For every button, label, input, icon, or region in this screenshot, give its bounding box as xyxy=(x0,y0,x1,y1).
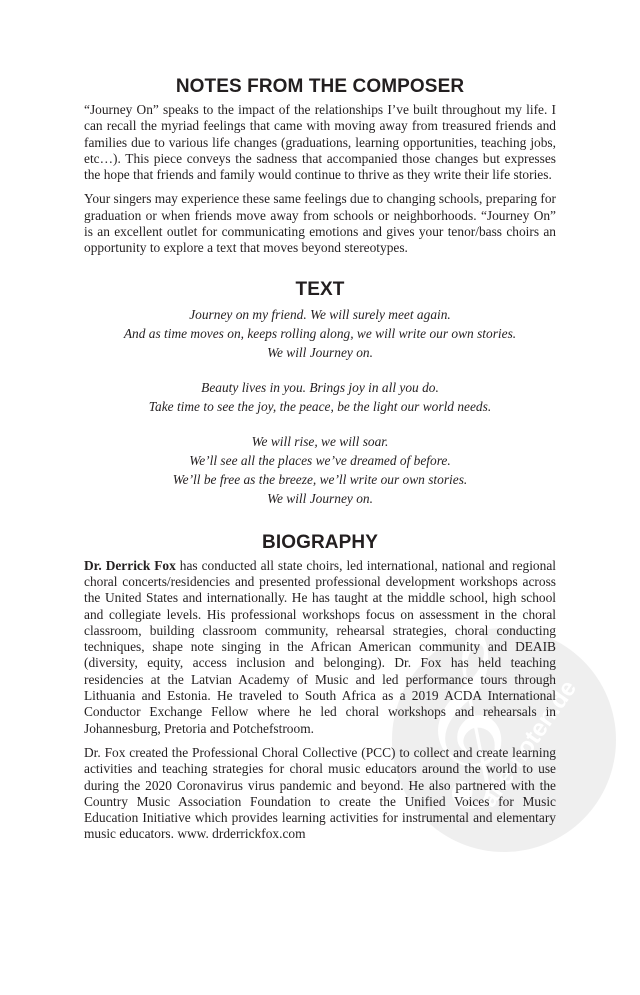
lyric-line: And as time moves on, keeps rolling along, we will write our own stories. xyxy=(123,325,517,341)
biography-paragraph xyxy=(84,558,556,737)
biography-heading: BIOGRAPHY xyxy=(262,531,378,553)
stanza xyxy=(84,378,556,416)
composer-name: Dr. Derrick Fox xyxy=(84,557,176,573)
lyric-line: We will rise, we will soar. xyxy=(251,433,389,449)
notes-paragraph: Your singers may experience these same feelings due to changing schools, preparing for graduation or when friends move away from schools or neighborhoods. “Journey On” is an excellent outlet for communicating emotions and gives your tenor/bass choirs an opportunity to explore a text that moves beyond stereotypes. xyxy=(84,191,557,256)
notes-paragraph: “Journey On” speaks to the impact of the relationships I’ve built throughout my life. I can recall the myriad feelings that came with moving away from treasured friends and families due to various life changes (graduations, learning opportunities, teaching jobs, etc…). This piece conveys the sadness that accompanied those changes but expresses the hope that friends and family would continue to thrive as they write their life stories. xyxy=(84,102,556,183)
treble-clef-icon: 𝄞 xyxy=(420,632,509,798)
lyric-line: Beauty lives in you. Brings joy in all you do. xyxy=(201,379,439,395)
lyrics xyxy=(84,305,556,508)
lyric-line: Journey on my friend. We will surely meet again. xyxy=(189,306,451,322)
stanza xyxy=(84,432,556,508)
lyric-line: We’ll see all the places we’ve dreamed of before. xyxy=(189,452,451,468)
notes-heading: NOTES FROM THE COMPOSER xyxy=(175,76,465,97)
text-heading: TEXT xyxy=(295,278,345,300)
lyric-line: We will Journey on. xyxy=(267,344,373,360)
page-content xyxy=(84,76,556,851)
lyric-line: We will Journey on. xyxy=(267,490,373,506)
lyric-line: Take time to see the joy, the peace, be the light our world needs. xyxy=(148,398,492,414)
biography-section xyxy=(84,532,556,843)
notes-section xyxy=(84,76,556,257)
watermark-text: alle-noten.de xyxy=(475,675,583,813)
text-section xyxy=(84,279,556,508)
stanza xyxy=(84,305,556,362)
lyric-line: We’ll be free as the breeze, we’ll write our own stories. xyxy=(172,471,468,487)
biography-paragraph: Dr. Fox created the Professional Choral Collective (PCC) to collect and create learning activities and teaching strategies for choral music educators around the world to use during the 2020 Coronavirus virus pandemic and beyond. He also partnered with the Country Music Association Foundation to create the Unified Voices for Music Education Initiative which provides learning activities for instrumental and elementary music educators. www. drderrickfox.com xyxy=(84,744,556,842)
biography-text: has conducted all state choirs, led international, national and regional choral concerts/residencies and presented professional development workshops across the United States and internationally. He has taught at the middle school, high school and collegiate levels. His professional workshops focus on assessment in the choral classroom, building classroom community, rehearsal strategies, choral conducting techniques, shape note singing in the African American community and DEAIB (diversity, equity, access inclusion and belonging). Dr. Fox has held teaching residencies at the Latvian Academy of Music and led performance tours through Lithuania and Estonia. He traveled to South Africa as a 2019 ACDA International Conductor Exchange Fellow where he led choral workshops and rehearsals in Johannesburg, Pretoria and Potchefstroom. xyxy=(84,557,556,736)
